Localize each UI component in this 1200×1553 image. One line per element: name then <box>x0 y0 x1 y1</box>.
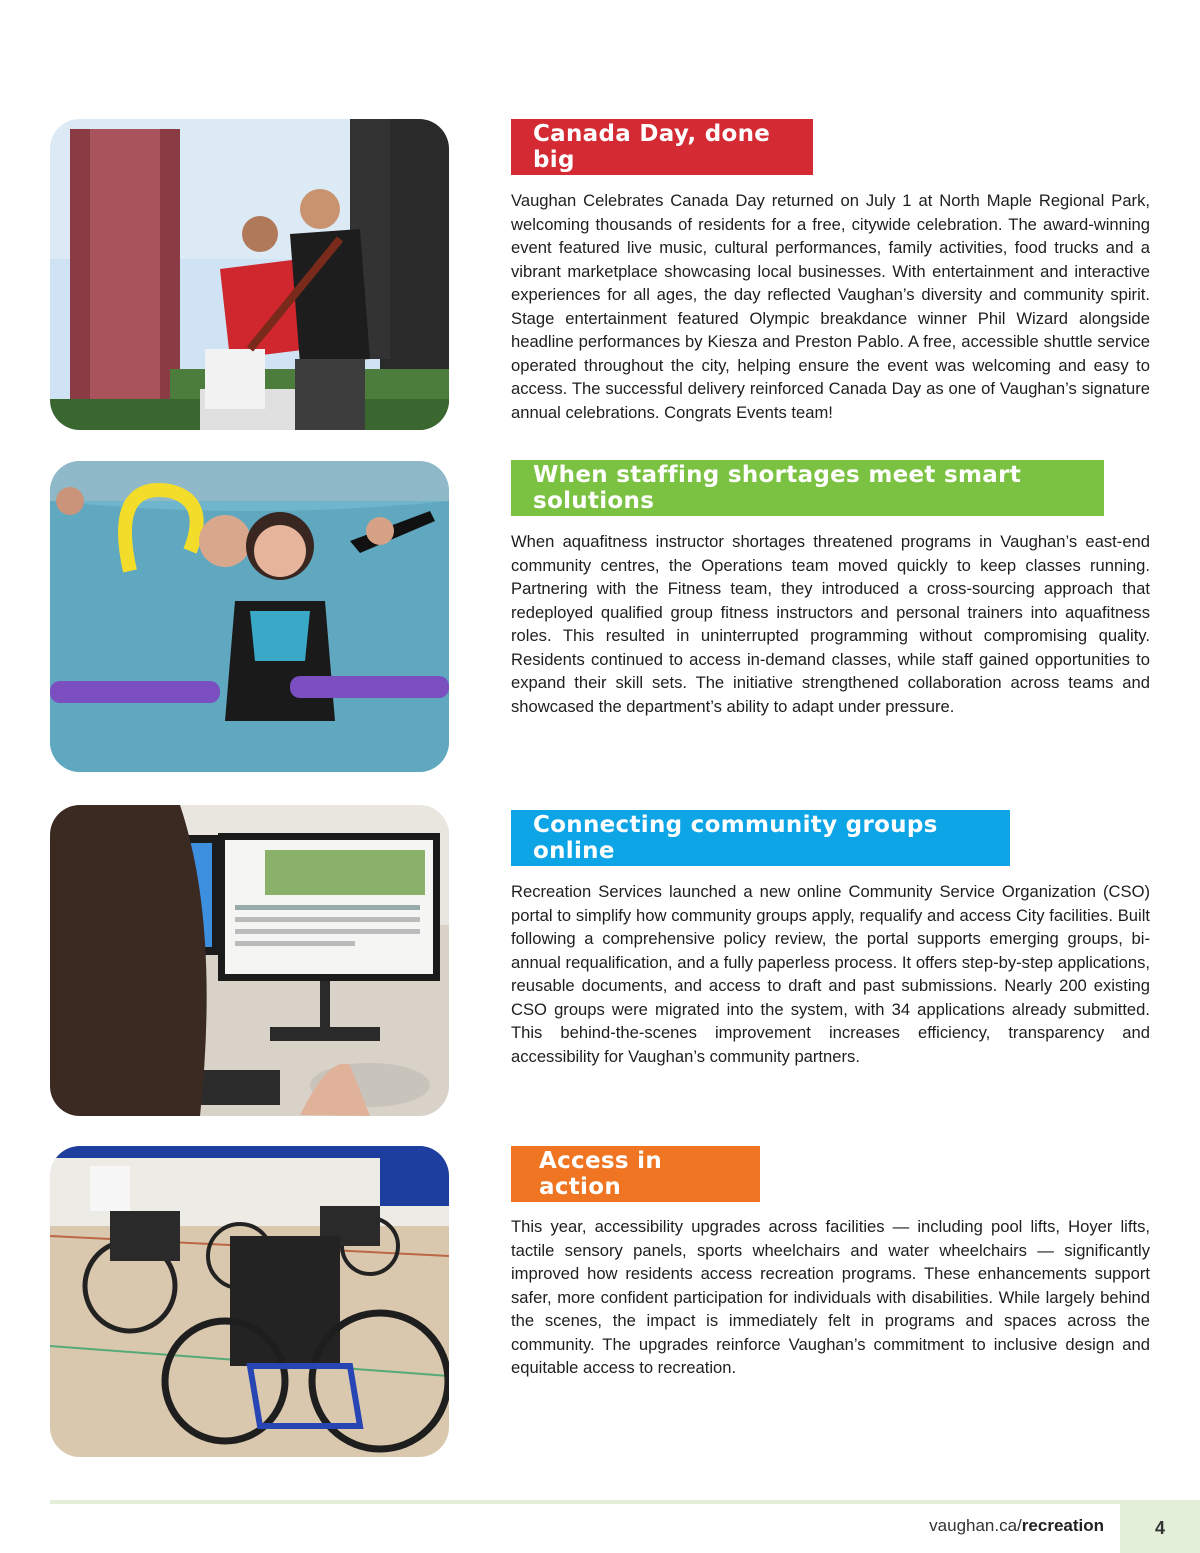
section-body-online: Recreation Services launched a new online Community Service Organization (CSO) portal to simplify how community groups apply, requalify and access City facilities. Built following a comprehensive policy review, the portal supports emerging groups, bi-annual requalification, and a fully paperless process. It offers step-by-step applications, reusable documents, and access to draft and past submissions. Nearly 200 existing CSO groups were migrated into the system, with 34 applications already submitted. This behind-the-scenes improvement increases efficiency, transparency and accessibility for Vaughan’s community partners. <box>511 882 1150 1066</box>
section-heading-access: Access in action <box>511 1146 760 1202</box>
canada-day-photo <box>50 119 449 430</box>
footer-url[interactable] <box>929 1516 1104 1536</box>
section-heading-canada-day: Canada Day, done big <box>511 119 813 175</box>
computer-portal-photo <box>50 805 449 1116</box>
wheelchairs-photo <box>50 1146 449 1457</box>
footer-divider <box>50 1500 1200 1504</box>
section-body-staffing: When aquafitness instructor shortages threatened programs in Vaughan’s east-end community centres, the Operations team moved quickly to keep classes running. Partnering with the Fitness team, they introduced a cross-sourcing approach that redeployed qualified group fitness instructors and personal trainers into aquafitness roles. This resulted in uninterrupted programming without compromising quality. Residents continued to access in-demand classes, while staff gained opportunities to expand their skill sets. The initiative strengthened collaboration across teams and showcased the department’s ability to adapt under pressure. <box>511 532 1150 716</box>
section-body-access: This year, accessibility upgrades across facilities — including pool lifts, Hoyer lifts, tactile sensory panels, sports wheelchairs and water wheelchairs — significantly improved how residents access recreation programs. These enhancements support safer, more confident participation for individuals with disabilities. While largely behind the scenes, the impact is immediately felt in programs and spaces across the community. The upgrades reinforce Vaughan’s commitment to inclusive design and equitable access to recreation. <box>511 1217 1150 1377</box>
footer-url-bold: recreation <box>1021 1516 1104 1535</box>
section-heading-online: Connecting community groups online <box>511 810 1010 866</box>
section-body-canada-day: Vaughan Celebrates Canada Day returned on July 1 at North Maple Regional Park, welcoming thousands of residents for a free, citywide celebration. The award-winning event featured live music, cultural performances, family activities, food trucks and a vibrant marketplace showcasing local businesses. With entertainment and interactive experiences for all ages, the day reflected Vaughan’s diversity and community spirit. Stage entertainment featured Olympic breakdance winner Phil Wizard alongside headline performances by Kiesza and Preston Pablo. A free, accessible shuttle service operated throughout the city, helping ensure the event was welcoming and easy to access. The successful delivery reinforced Canada Day as one of Vaughan’s signature annual celebrations. Congrats Events team! <box>511 191 1150 422</box>
footer-url-prefix: vaughan.ca/ <box>929 1516 1022 1535</box>
aquafitness-photo <box>50 461 449 772</box>
page-number: 4 <box>1120 1504 1200 1553</box>
section-heading-staffing: When staffing shortages meet smart solutions <box>511 460 1104 516</box>
